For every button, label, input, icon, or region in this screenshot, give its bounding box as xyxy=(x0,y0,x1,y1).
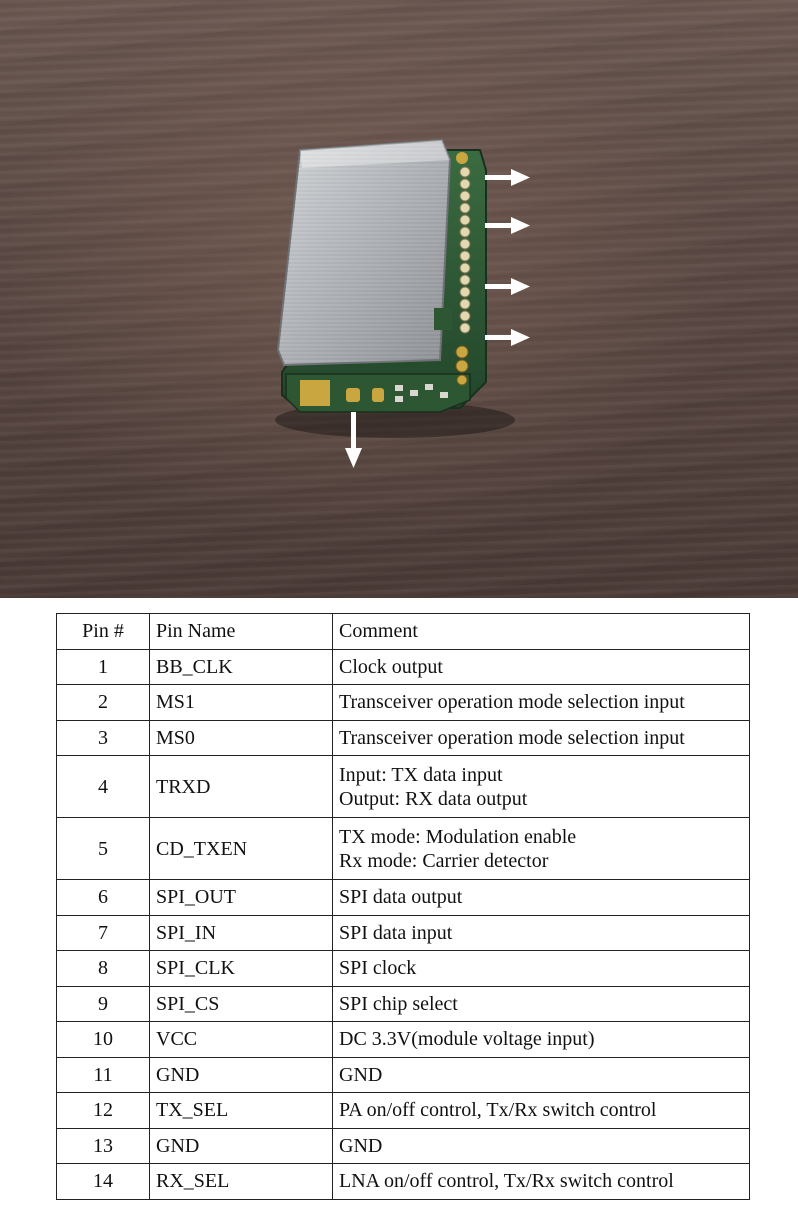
pin-number: 11 xyxy=(57,1057,150,1093)
table-row xyxy=(57,1128,750,1164)
pin-comment xyxy=(333,915,750,951)
arrow-right-icon xyxy=(485,329,530,346)
module-photo xyxy=(0,0,798,598)
pin-table xyxy=(56,613,750,1200)
comment-line: Rx mode: Carrier detector xyxy=(339,849,549,872)
pin-name: GND xyxy=(150,1128,333,1164)
pin-number: 6 xyxy=(57,880,150,916)
comment-line: DC 3.3V(module voltage input) xyxy=(339,1028,595,1051)
arrow-right-icon xyxy=(485,169,530,186)
table-row xyxy=(57,720,750,756)
table-row xyxy=(57,649,750,685)
pin-number: 10 xyxy=(57,1022,150,1058)
pin-number: 9 xyxy=(57,986,150,1022)
pin-number: 4 xyxy=(57,756,150,818)
bottom-pad xyxy=(372,388,384,402)
shield-notch xyxy=(434,308,452,330)
pin-number: 2 xyxy=(57,685,150,721)
pin-number: 12 xyxy=(57,1093,150,1129)
bottom-pad xyxy=(346,388,360,402)
comment-line: TX mode: Modulation enable xyxy=(339,825,577,848)
table-row xyxy=(57,756,750,818)
pin-comment xyxy=(333,818,750,880)
comment-line: Input: TX data input xyxy=(339,763,503,786)
pin-name: SPI_IN xyxy=(150,915,333,951)
pin-comment xyxy=(333,880,750,916)
pin-name: MS1 xyxy=(150,685,333,721)
pin-name: SPI_OUT xyxy=(150,880,333,916)
pin-name: GND xyxy=(150,1057,333,1093)
table-row xyxy=(57,986,750,1022)
table-row xyxy=(57,1057,750,1093)
arrow-right-icon xyxy=(485,217,530,234)
pin-comment xyxy=(333,1057,750,1093)
pin-comment xyxy=(333,951,750,987)
comment-line: SPI data input xyxy=(339,921,453,944)
pin-name: TX_SEL xyxy=(150,1093,333,1129)
comment-line: Clock output xyxy=(339,655,443,678)
comment-line: Transceiver operation mode selection input xyxy=(339,726,685,749)
pin-number: 5 xyxy=(57,818,150,880)
shield-can-texture xyxy=(278,140,450,365)
comment-line: SPI clock xyxy=(339,957,417,980)
pin-number: 3 xyxy=(57,720,150,756)
table-row xyxy=(57,951,750,987)
pin-comment xyxy=(333,720,750,756)
pin-comment xyxy=(333,1093,750,1129)
comment-line: SPI chip select xyxy=(339,992,458,1015)
header-pin-number: Pin # xyxy=(57,614,150,650)
pin-comment xyxy=(333,1164,750,1200)
pin-name: SPI_CS xyxy=(150,986,333,1022)
table-row xyxy=(57,1093,750,1129)
table-row xyxy=(57,818,750,880)
comment-line: GND xyxy=(339,1134,383,1157)
pin-number: 7 xyxy=(57,915,150,951)
antenna-pad xyxy=(300,380,330,406)
table-row xyxy=(57,1022,750,1058)
comment-line: GND xyxy=(339,1063,383,1086)
pin-comment xyxy=(333,986,750,1022)
pin-number: 13 xyxy=(57,1128,150,1164)
table-row xyxy=(57,880,750,916)
table-row xyxy=(57,1164,750,1200)
rf-module-illustration xyxy=(0,0,798,598)
comment-line: Transceiver operation mode selection input xyxy=(339,691,685,714)
pin-name: TRXD xyxy=(150,756,333,818)
pin-comment xyxy=(333,685,750,721)
fiducial xyxy=(456,152,468,164)
header-comment: Comment xyxy=(333,614,750,650)
table-row xyxy=(57,915,750,951)
pin-comment xyxy=(333,756,750,818)
comment-line: LNA on/off control, Tx/Rx switch control xyxy=(339,1170,674,1193)
comment-line: SPI data output xyxy=(339,886,463,909)
pin-comment xyxy=(333,649,750,685)
header-pin-name: Pin Name xyxy=(150,614,333,650)
pin-comment xyxy=(333,1128,750,1164)
pin-name: MS0 xyxy=(150,720,333,756)
pin-number: 1 xyxy=(57,649,150,685)
pin-name: VCC xyxy=(150,1022,333,1058)
pin-name: SPI_CLK xyxy=(150,951,333,987)
table-row xyxy=(57,685,750,721)
pin-number: 14 xyxy=(57,1164,150,1200)
gold-pads xyxy=(456,346,468,385)
comment-line: Output: RX data output xyxy=(339,787,528,810)
table-header-row xyxy=(57,614,750,650)
pin-comment xyxy=(333,1022,750,1058)
pin-name: CD_TXEN xyxy=(150,818,333,880)
pin-name: RX_SEL xyxy=(150,1164,333,1200)
arrow-right-icon xyxy=(485,278,530,295)
pin-name: BB_CLK xyxy=(150,649,333,685)
pin-number: 8 xyxy=(57,951,150,987)
comment-line: PA on/off control, Tx/Rx switch control xyxy=(339,1099,657,1122)
